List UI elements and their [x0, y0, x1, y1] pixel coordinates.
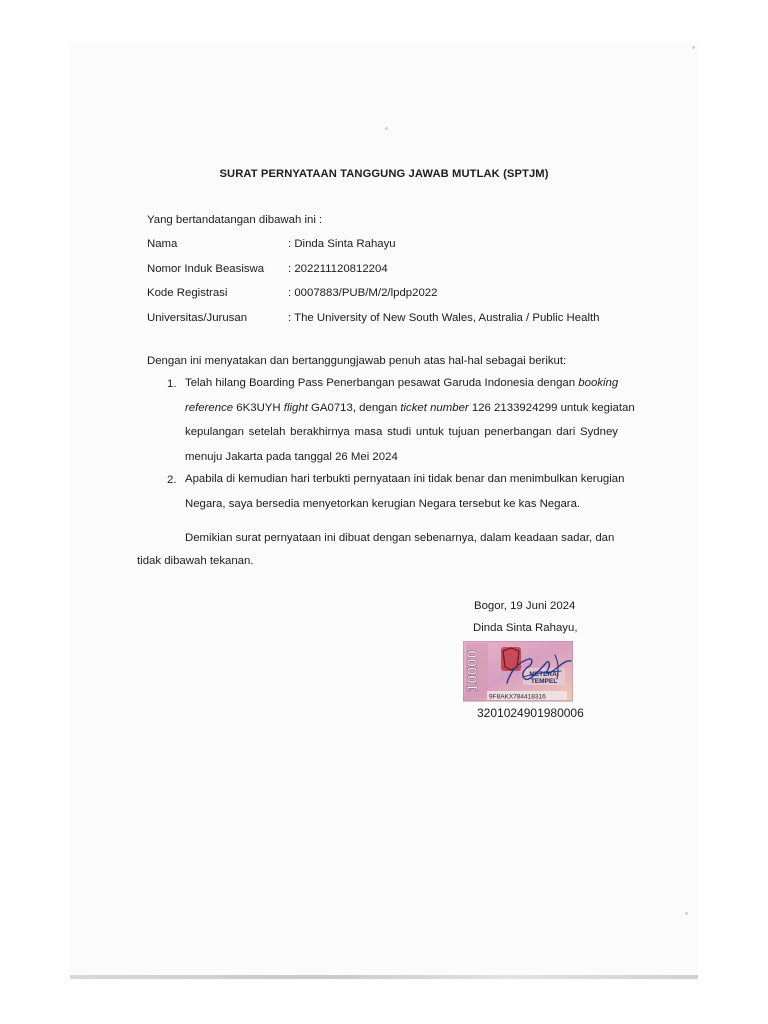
- paper-speck: [385, 127, 388, 130]
- stamp-serial: 9F8AKX784418316: [489, 693, 546, 701]
- item-2-line-1: Apabila di kemudian hari terbukti pernyataan ini tidak benar dan menimbulkan kerugian: [185, 473, 625, 485]
- stamp-value: 10000: [464, 650, 481, 692]
- item-1-italic-ticket-number: ticket number: [400, 402, 469, 414]
- item-1-line-2: [185, 402, 635, 414]
- item-1-text: Telah hilang Boarding Pass Penerbangan pesawat Garuda Indonesia dengan: [185, 377, 576, 389]
- field-value-nama: : Dinda Sinta Rahayu: [288, 238, 396, 250]
- meterai-stamp-graphic: [463, 641, 573, 707]
- item-1-italic-reference: reference: [185, 402, 234, 414]
- intro-text: Yang bertandatangan dibawah ini :: [147, 214, 323, 226]
- closing-line-2: tidak dibawah tekanan.: [137, 555, 254, 567]
- meterai-stamp: [463, 641, 573, 707]
- list-number-2: 2.: [167, 474, 177, 486]
- item-1-booking-code: 6K3UYH: [236, 402, 281, 414]
- field-label-kode-registrasi: Kode Registrasi: [147, 287, 228, 299]
- statement-intro: Dengan ini menyatakan dan bertanggungjawab penuh atas hal-hal sebagai berikut:: [147, 355, 567, 367]
- document-title: SURAT PERNYATAAN TANGGUNG JAWAB MUTLAK (SPTJM): [219, 168, 549, 180]
- item-1-line-3: kepulangan setelah berakhirnya masa studi untuk tujuan penerbangan dari Sydney: [185, 426, 618, 438]
- stamp-label-top: METERAI: [529, 671, 559, 678]
- item-1-line-4: menuju Jakarta pada tanggal 26 Mei 2024: [185, 451, 398, 463]
- stamp-label-bottom: TEMPEL: [530, 678, 558, 685]
- item-1-line-1: [185, 377, 618, 389]
- place-date: Bogor, 19 Juni 2024: [474, 600, 576, 612]
- paper-speck: [685, 912, 688, 915]
- field-value-universitas: : The University of New South Wales, Australia / Public Health: [288, 312, 600, 324]
- field-value-kode-registrasi: : 0007883/PUB/M/2/lpdp2022: [288, 287, 438, 299]
- field-label-nama: Nama: [147, 238, 178, 250]
- field-value-nomor-induk: : 202211120812204: [288, 263, 388, 275]
- item-1-italic-booking: booking: [578, 377, 619, 389]
- page-bottom-edge: [70, 975, 698, 979]
- closing-line-1: Demikian surat pernyataan ini dibuat dengan sebenarnya, dalam keadaan sadar, dan: [185, 532, 615, 544]
- signer-id: 3201024901980006: [477, 706, 584, 720]
- item-1-flight-number: GA0713, dengan: [311, 402, 398, 414]
- list-number-1: 1.: [167, 378, 177, 390]
- paper-speck: [692, 46, 695, 49]
- field-label-nomor-induk: Nomor Induk Beasiswa: [147, 263, 265, 275]
- field-label-universitas: Universitas/Jurusan: [147, 312, 248, 324]
- item-1-ticket-text: 126 2133924299 untuk kegiatan: [471, 402, 635, 414]
- item-2-line-2: Negara, saya bersedia menyetorkan kerugian Negara tersebut ke kas Negara.: [185, 498, 581, 510]
- signer-name: Dinda Sinta Rahayu,: [473, 622, 578, 634]
- item-1-italic-flight: flight: [283, 402, 308, 414]
